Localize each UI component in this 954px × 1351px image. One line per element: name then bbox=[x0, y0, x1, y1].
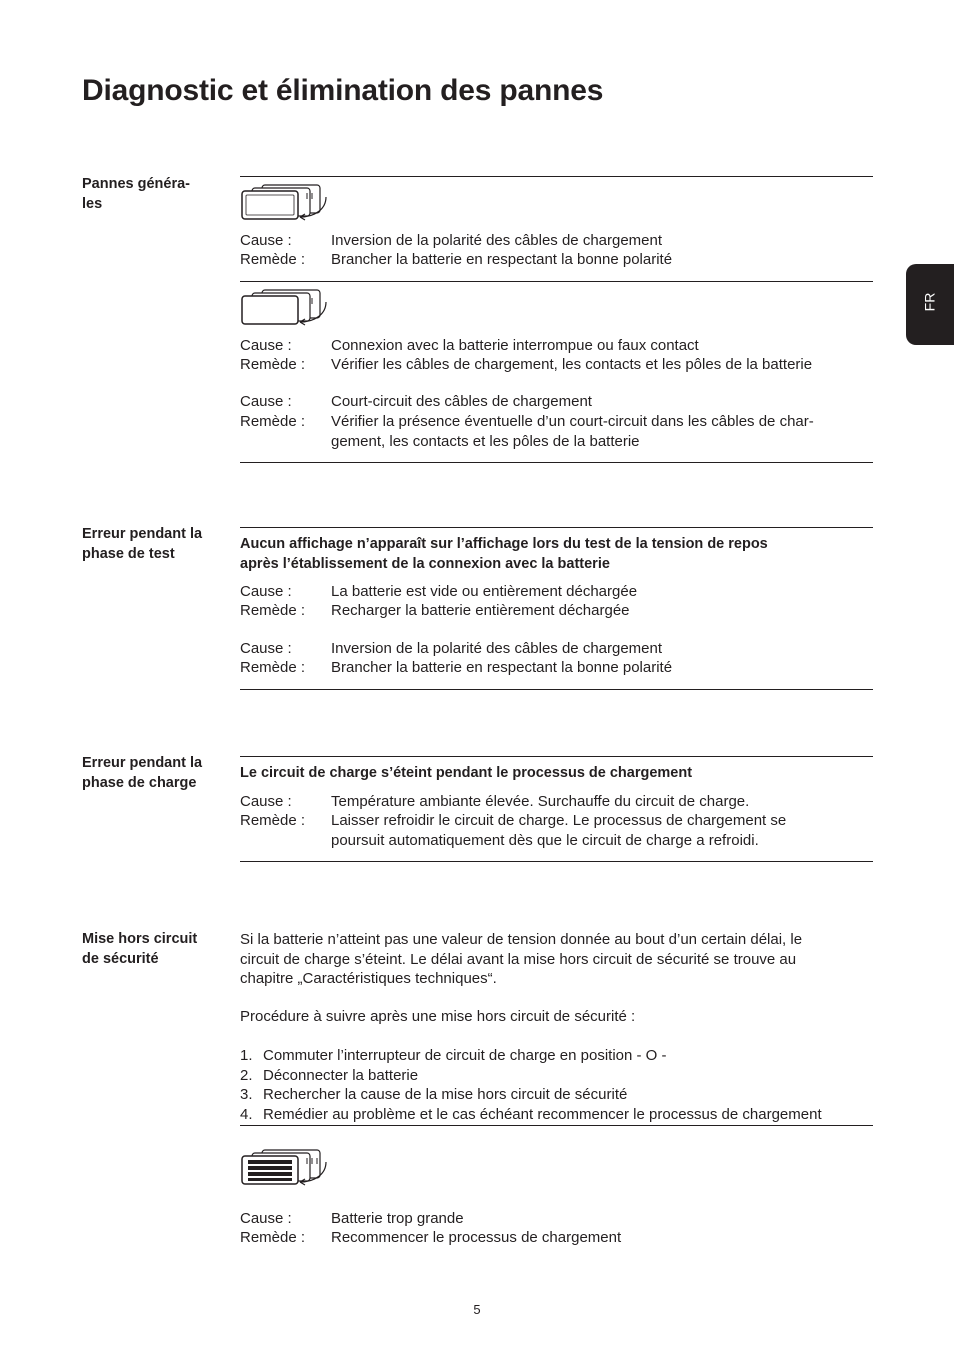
section-heading-test-phase: Erreur pendant la phase de test bbox=[82, 526, 203, 562]
remedy-label: Remède : bbox=[240, 659, 306, 676]
divider bbox=[240, 689, 873, 690]
cause-text: Inversion de la polarité des câbles de chargement bbox=[331, 232, 663, 249]
remedy-label: Remède : bbox=[240, 251, 306, 268]
remedy-text: Recharger la batterie entièrement déchargée bbox=[331, 602, 630, 619]
cause-label: Cause : bbox=[240, 1210, 292, 1227]
procedure-intro: Procédure à suivre après une mise hors circuit de sécurité : bbox=[240, 1008, 636, 1025]
page-number: 5 bbox=[473, 1302, 481, 1317]
divider bbox=[240, 1125, 873, 1126]
cause-text: Température ambiante élevée. Surchauffe du circuit de charge. bbox=[331, 793, 750, 810]
list-item: 4. Remédier au problème et le cas échéant recommencer le processus de chargement bbox=[240, 1105, 822, 1123]
section-subtitle: Aucun affichage n’apparaît sur l’affichage lors du test de la tension de repos après l’établissement de la connexion avec la batterie bbox=[240, 536, 768, 572]
remedy-label: Remède : bbox=[240, 356, 306, 373]
divider bbox=[240, 281, 873, 282]
cause-label: Cause : bbox=[240, 583, 292, 600]
language-tab bbox=[906, 264, 954, 345]
remedy-text: Vérifier la présence éventuelle d’un court-circuit dans les câbles de char- gement, les contacts et les pôles de la batterie bbox=[331, 413, 814, 450]
remedy-text: Recommencer le processus de chargement bbox=[331, 1229, 622, 1246]
procedure-list bbox=[240, 1046, 880, 1124]
page-title: Diagnostic et élimination des pannes bbox=[82, 74, 604, 107]
cause-label: Cause : bbox=[240, 232, 292, 249]
language-tab-label: FR bbox=[921, 292, 938, 312]
cause-text: Court-circuit des câbles de chargement bbox=[331, 393, 592, 410]
section-heading-general: Pannes généra- les bbox=[82, 176, 190, 212]
remedy-label: Remède : bbox=[240, 413, 306, 430]
list-item: 3. Rechercher la cause de la mise hors circuit de sécurité bbox=[240, 1086, 628, 1103]
section-heading-charge-phase: Erreur pendant la phase de charge bbox=[82, 755, 203, 791]
section-heading-safety-cutoff: Mise hors circuit de sécurité bbox=[82, 931, 198, 967]
divider bbox=[240, 861, 873, 862]
remedy-text: Vérifier les câbles de chargement, les contacts et les pôles de la batterie bbox=[331, 356, 813, 373]
cause-text: La batterie est vide ou entièrement déchargée bbox=[331, 583, 638, 600]
divider bbox=[240, 462, 873, 463]
remedy-label: Remède : bbox=[240, 812, 306, 829]
cause-label: Cause : bbox=[240, 793, 292, 810]
cause-text: Inversion de la polarité des câbles de chargement bbox=[331, 640, 663, 657]
list-item: 2. Déconnecter la batterie bbox=[240, 1066, 419, 1084]
cause-text: Connexion avec la batterie interrompue ou faux contact bbox=[331, 337, 699, 354]
divider bbox=[240, 756, 873, 757]
remedy-label: Remède : bbox=[240, 602, 306, 619]
remedy-text: Laisser refroidir le circuit de charge. Le processus de chargement se poursuit automatiquement dès que le circuit de charge a refroidi. bbox=[331, 812, 787, 849]
display-cycling-icon bbox=[240, 183, 330, 221]
remedy-label: Remède : bbox=[240, 1229, 306, 1246]
divider bbox=[240, 527, 873, 528]
remedy-text: Brancher la batterie en respectant la bonne polarité bbox=[331, 659, 673, 676]
safety-paragraph: Si la batterie n’atteint pas une valeur de tension donnée au bout d’un certain délai, le circuit de charge s’éteint. Le délai avant la mise hors circuit de sécurité se trouve au chapitre „Caractéristiques techniques“. bbox=[240, 931, 803, 987]
cause-label: Cause : bbox=[240, 640, 292, 657]
divider bbox=[240, 176, 873, 177]
cause-text: Batterie trop grande bbox=[331, 1210, 464, 1227]
display-cycling-icon bbox=[240, 288, 330, 328]
cause-label: Cause : bbox=[240, 337, 292, 354]
battery-full-display-icon bbox=[240, 1148, 330, 1186]
remedy-text: Brancher la batterie en respectant la bonne polarité bbox=[331, 251, 673, 268]
cause-label: Cause : bbox=[240, 393, 292, 410]
section-subtitle: Le circuit de charge s’éteint pendant le processus de chargement bbox=[240, 765, 693, 781]
list-item: 1. Commuter l’interrupteur de circuit de charge en position - O - bbox=[240, 1047, 667, 1064]
